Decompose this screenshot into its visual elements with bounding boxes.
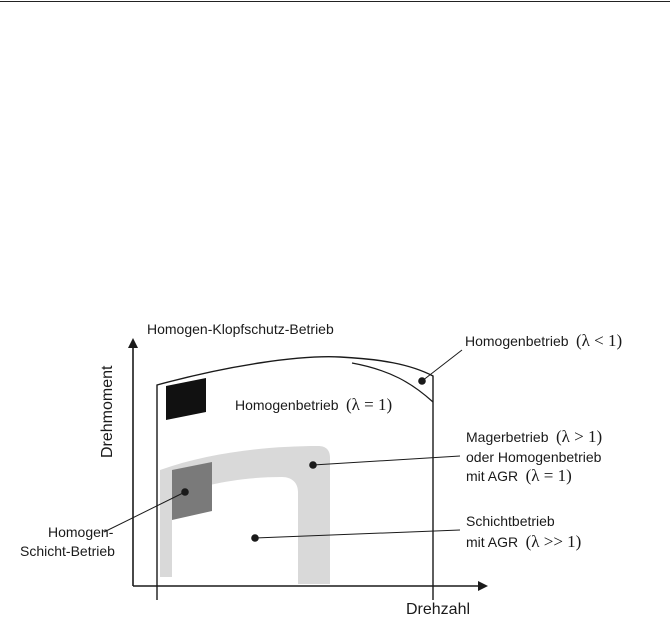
label-mager-line2: oder Homogenbetrieb [466,449,602,465]
label-homogen-klopfschutz: Homogen-Klopfschutz-Betrieb [147,321,334,337]
marker-schicht [251,534,259,542]
label-schicht-line1: Schichtbetrieb [466,513,555,529]
marker-mager [309,461,317,469]
leader-homogen-rich [422,350,462,381]
leader-mager [313,456,460,465]
y-axis-label: Drehmoment [99,365,116,458]
marker-homogen-schicht [181,488,189,496]
label-homogen-stoich: Homogenbetrieb (λ = 1) [235,395,393,414]
leader-schicht [255,530,460,538]
label-schicht-line2: mit AGR (λ >> 1) [466,532,582,551]
marker-homogen-rich [418,377,426,385]
homogen-schicht-block [172,462,212,520]
label-homogen-rich: Homogenbetrieb (λ < 1) [465,331,623,350]
label-mager-line1: Magerbetrieb (λ > 1) [466,427,603,446]
homogen-klopfschutz-block [166,378,206,420]
x-axis-label: Drehzahl [406,601,471,617]
label-homogen-schicht-line1: Homogen- [48,524,114,540]
label-mager-line3: mit AGR (λ = 1) [466,466,572,485]
label-homogen-schicht-line2: Schicht-Betrieb [20,543,115,559]
